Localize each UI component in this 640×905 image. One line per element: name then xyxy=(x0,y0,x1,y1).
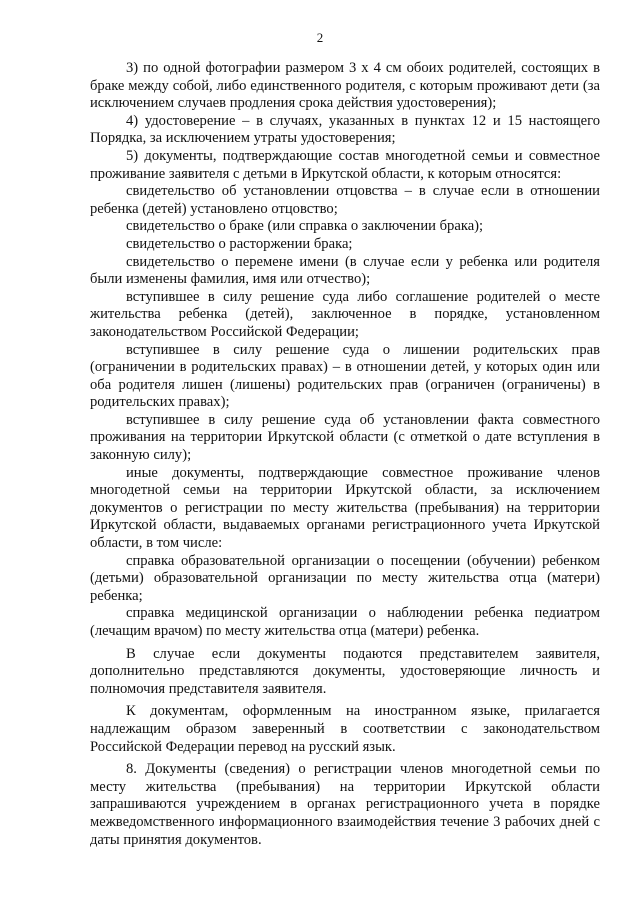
paragraph-registration-request: 8. Документы (сведения) о регистрации членов многодетной семьи по месту жительства (пребывания) на территории Иркутской области запрашиваются учреждением в органах регистрационного учета в порядке межведомственного информационного взаимодействия течение 3 рабочих дней с даты принятия документов. xyxy=(90,761,600,848)
paragraph-divorce-certificate: свидетельство о расторжении брака; xyxy=(126,235,353,252)
paragraph-court-decision-residence: вступившее в силу решение суда либо соглашение родителей о месте жительства ребенка (детей), заключенное в порядке, установленном законодательством Российской Федерации; xyxy=(90,288,600,340)
page-number: 2 xyxy=(316,30,324,45)
paragraph-marriage-certificate: свидетельство о браке (или справка о заключении брака); xyxy=(126,218,484,235)
paragraph-foreign-language: К документам, оформленным на иностранном языке, прилагается надлежащим образом заверенный в соответствии с законодательством Российской Федерации перевод на русский язык. xyxy=(90,703,600,755)
paragraph-paternity-certificate: свидетельство об установлении отцовства – в случае если в отношении ребенка (детей) установлено отцовство; xyxy=(90,183,600,217)
paragraph-family-documents: 5) документы, подтверждающие состав многодетной семьи и совместное проживание заявителя с детьми в Иркутской области, к которым относятся: xyxy=(90,147,600,182)
paragraph-other-documents: иные документы, подтверждающие совместное проживание членов многодетной семьи на территории Иркутской области, за исключением документов о регистрации по месту жительства (пребывания) на территории Иркутской области, выдаваемых органами регистрационного учета Иркутской области, в том числе: xyxy=(90,464,600,552)
document-body xyxy=(90,60,600,849)
paragraph-court-decision-deprivation: вступившее в силу решение суда о лишении родительских прав (ограничении в родительских правах) – в отношении детей, у которых один или оба родителя лишен (лишены) родительских прав (ограничен (ограничены) в родительских правах); xyxy=(90,341,600,411)
paragraph-school-reference: справка образовательной организации о посещении (обучении) ребенком (детьми) образовательной организации по месту жительства отца (матери) ребенка; xyxy=(90,552,600,604)
paragraph-certificate: 4) удостоверение – в случаях, указанных в пунктах 12 и 15 настоящего Порядка, за исключением утраты удостоверения; xyxy=(90,112,600,147)
paragraph-representative: В случае если документы подаются представителем заявителя, дополнительно представляются документы, удостоверяющие личность и полномочия представителя заявителя. xyxy=(90,645,600,697)
paragraph-court-decision-cohabitation: вступившее в силу решение суда об установлении факта совместного проживания на территории Иркутской области (с отметкой о дате вступления в законную силу); xyxy=(90,411,600,464)
paragraph-medical-reference: справка медицинской организации о наблюдении ребенка педиатром (лечащим врачом) по месту жительства отца (матери) ребенка. xyxy=(90,605,600,639)
paragraph-photo: 3) по одной фотографии размером 3 х 4 см обоих родителей, состоящих в браке между собой, либо единственного родителя, с которым проживают дети (за исключением случаев продления срока действия удостоверения); xyxy=(90,60,600,112)
paragraph-name-change-certificate: свидетельство о перемене имени (в случае если у ребенка или родителя были изменены фамилия, имя или отчество); xyxy=(90,253,600,288)
